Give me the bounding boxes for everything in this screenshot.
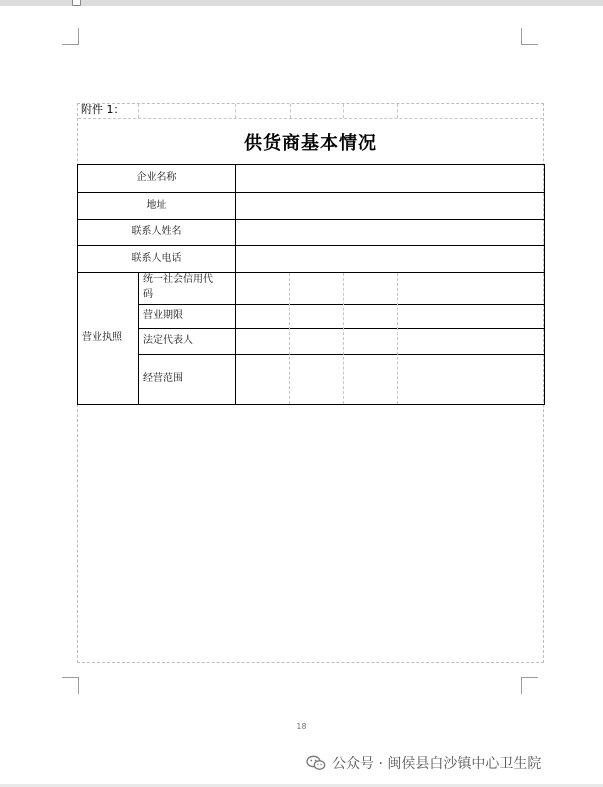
crop-mark-top-right xyxy=(521,28,538,45)
business-scope-label: 经营范围 xyxy=(143,373,183,384)
attachment-label: 附件 1： xyxy=(81,103,125,116)
attachment-row xyxy=(78,104,543,119)
address-label: 地址 xyxy=(146,200,167,211)
attachment-divider xyxy=(235,104,236,118)
watermark-text: 公众号 · 闽侯县白沙镇中心卫生院 xyxy=(332,756,542,772)
wechat-icon xyxy=(306,755,326,771)
table-dashed-divider xyxy=(343,273,344,404)
attachment-divider xyxy=(397,104,398,118)
table-row-divider xyxy=(138,354,545,355)
table-row-divider xyxy=(138,328,545,329)
table-dashed-divider xyxy=(289,273,290,404)
attachment-divider xyxy=(343,104,344,118)
business-term-label: 营业期限 xyxy=(143,310,183,321)
company-name-label: 企业名称 xyxy=(136,172,177,183)
table-dashed-divider xyxy=(397,273,398,404)
crop-mark-bottom-left xyxy=(62,677,79,694)
legal-representative-label: 法定代表人 xyxy=(143,335,193,346)
contact-name-label: 联系人姓名 xyxy=(131,226,182,237)
table-row-divider xyxy=(77,245,545,246)
crop-mark-bottom-right xyxy=(521,677,538,694)
contact-phone-label: 联系人电话 xyxy=(131,253,182,264)
table-row-divider xyxy=(77,192,545,193)
table-row-divider xyxy=(138,304,545,305)
credit-code-label-line1: 统一社会信用代 xyxy=(143,274,213,285)
table-column-divider xyxy=(235,164,236,405)
table-column-divider xyxy=(138,272,139,405)
business-license-label: 营业执照 xyxy=(82,332,122,343)
crop-mark-top-left xyxy=(62,28,79,45)
page-number: 18 xyxy=(296,722,307,731)
page-title: 供货商基本情况 xyxy=(244,133,377,154)
credit-code-label-line2: 码 xyxy=(143,289,153,300)
table-row-divider xyxy=(77,219,545,220)
attachment-divider xyxy=(290,104,291,118)
watermark xyxy=(306,752,541,774)
attachment-divider xyxy=(138,104,139,118)
